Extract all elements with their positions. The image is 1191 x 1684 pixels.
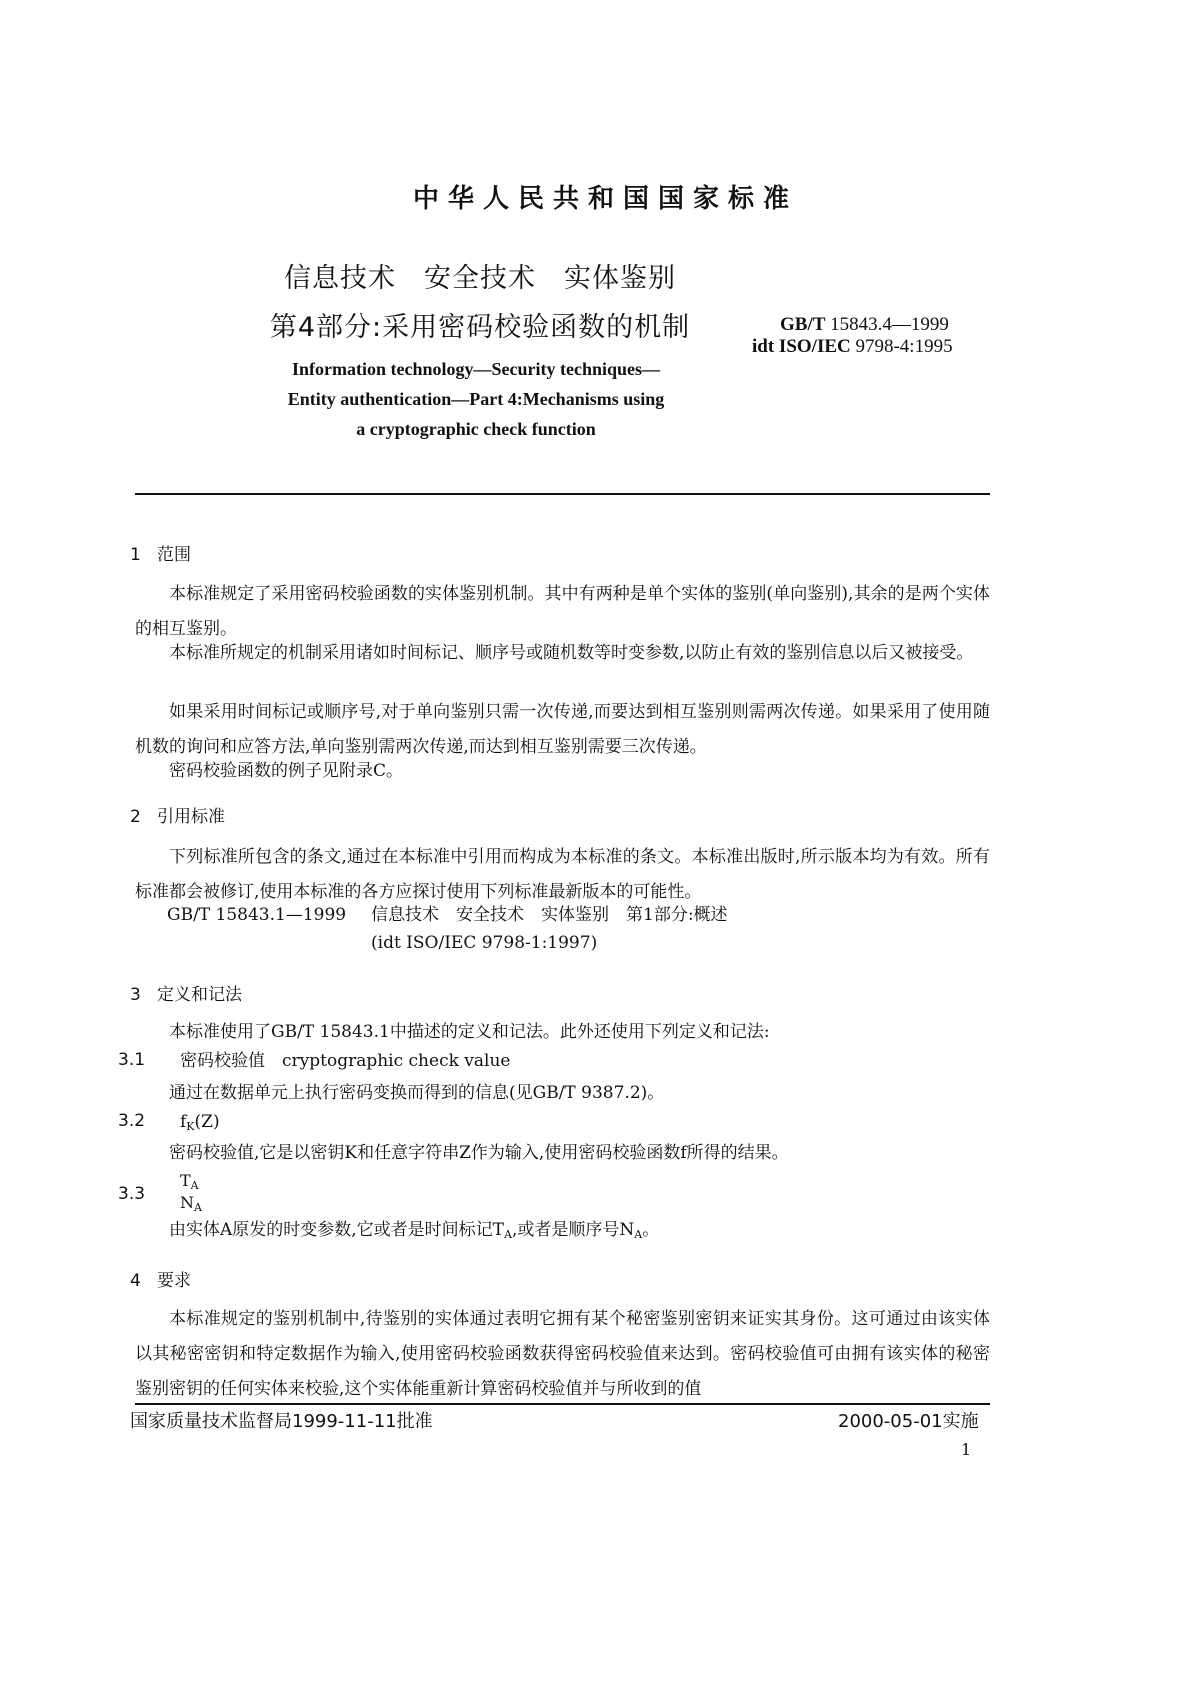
section-4-number: 4 <box>130 1271 141 1291</box>
standard-code-number: 15843.4—1999 <box>830 314 949 335</box>
idt-code-number: 9798-4:1995 <box>855 336 953 357</box>
definition-3-2-subscript: K <box>186 1120 195 1133</box>
section-4-paragraph-1: 本标准规定的鉴别机制中,待鉴别的实体通过表明它拥有某个秘密鉴别密钥来证实其身份。这可通过由该实体以其秘密密钥和特定数据作为输入,使用密码校验函数获得密码校验值来达到。密码校验值可由拥有该实体的秘密鉴别密钥的任何实体来校验,这个实体能重新计算密码校验值并与所收到的值 <box>135 1309 990 1399</box>
definition-3-3-description-sub-1: A <box>504 1228 512 1241</box>
definition-3-2-f: f <box>180 1112 187 1132</box>
definition-3-2-description: 密码校验值,它是以密钥K和任意字符串Z作为输入,使用密码校验函数f所得的结果。 <box>169 1143 789 1163</box>
footer-divider <box>135 1403 990 1405</box>
cn-title-line2: 第4部分:采用密码校验函数的机制 <box>269 312 691 343</box>
idt-code <box>752 336 953 358</box>
definition-3-3-description-sub-2: A <box>634 1228 643 1241</box>
definition-3-1-number: 3.1 <box>118 1050 146 1070</box>
definition-3-3-t-subscript: A <box>190 1179 199 1192</box>
page-number: 1 <box>961 1440 972 1459</box>
en-title-line1: Information technology—Security techniques— <box>292 359 660 379</box>
section-1-paragraph-4: 密码校验函数的例子见附录C。 <box>169 761 404 781</box>
definition-3-1-term: 密码校验值 cryptographic check value <box>180 1051 511 1071</box>
idt-code-prefix: idt ISO/IEC <box>752 336 851 357</box>
definition-3-1-description: 通过在数据单元上执行密码变换而得到的信息(见GB/T 9387.2)。 <box>169 1083 665 1103</box>
standard-code <box>780 314 949 336</box>
section-1-title: 范围 <box>157 545 191 565</box>
cn-title-line1: 信息技术 安全技术 实体鉴别 <box>284 263 676 294</box>
reference-idt: (idt ISO/IEC 9798-1:1997) <box>371 933 598 953</box>
en-title-line3: a cryptographic check function <box>356 419 596 439</box>
section-2-title: 引用标准 <box>157 807 225 827</box>
section-2-heading <box>130 802 225 827</box>
definition-3-3-n: N <box>180 1193 194 1212</box>
section-4-heading <box>130 1266 191 1291</box>
section-1-heading <box>130 540 191 565</box>
definition-3-3-t: T <box>180 1171 191 1190</box>
definition-3-3-number: 3.3 <box>118 1184 146 1204</box>
section-2-number: 2 <box>130 807 141 827</box>
section-3-number: 3 <box>130 985 141 1005</box>
en-title-line2: Entity authentication—Part 4:Mechanisms using <box>287 389 665 409</box>
approval-date: 国家质量技术监督局1999-11-11批准 <box>130 1411 433 1432</box>
reference-title: 信息技术 安全技术 实体鉴别 第1部分:概述 <box>371 905 728 925</box>
section-1-paragraph-2: 本标准所规定的机制采用诸如时间标记、顺序号或随机数等时变参数,以防止有效的鉴别信息以后又被接受。 <box>169 643 974 663</box>
section-3-intro: 本标准使用了GB/T 15843.1中描述的定义和记法。此外还使用下列定义和记法: <box>169 1022 770 1042</box>
definition-3-2-number: 3.2 <box>118 1111 146 1131</box>
nation-standard-title: 中华人民共和国国家标准 <box>412 184 798 214</box>
section-2-paragraph-1: 下列标准所包含的条文,通过在本标准中引用而构成为本标准的条文。本标准出版时,所示版本均为有效。所有标准都会被修订,使用本标准的各方应探讨使用下列标准最新版本的可能性。 <box>135 847 990 902</box>
reference-code: GB/T 15843.1—1999 <box>167 905 347 925</box>
standard-code-prefix: GB/T <box>780 314 826 335</box>
section-1-paragraph-3: 如果采用时间标记或顺序号,对于单向鉴别只需一次传递,而要达到相互鉴别则需两次传递。如果采用了使用随机数的询问和应答方法,单向鉴别需两次传递,而达到相互鉴别需要三次传递。 <box>135 702 990 757</box>
section-1-number: 1 <box>130 545 141 565</box>
header-divider <box>135 493 990 495</box>
definition-3-2-argument: (Z) <box>194 1112 220 1132</box>
definition-3-3-description <box>169 1213 659 1252</box>
definition-3-3-description-a: 由实体A原发的时变参数,它或者是时间标记T <box>169 1220 505 1240</box>
section-3-heading <box>130 980 242 1005</box>
section-3-title: 定义和记法 <box>157 985 242 1005</box>
section-1-paragraph-1: 本标准规定了采用密码校验函数的实体鉴别机制。其中有两种是单个实体的鉴别(单向鉴别),其余的是两个实体的相互鉴别。 <box>135 584 990 639</box>
definition-3-3-description-c: 。 <box>642 1220 660 1240</box>
definition-3-3-description-b: ,或者是顺序号N <box>511 1220 635 1240</box>
effective-date: 2000-05-01实施 <box>838 1411 979 1432</box>
definition-3-3-n-subscript: A <box>194 1201 202 1214</box>
section-4-title: 要求 <box>157 1271 191 1291</box>
